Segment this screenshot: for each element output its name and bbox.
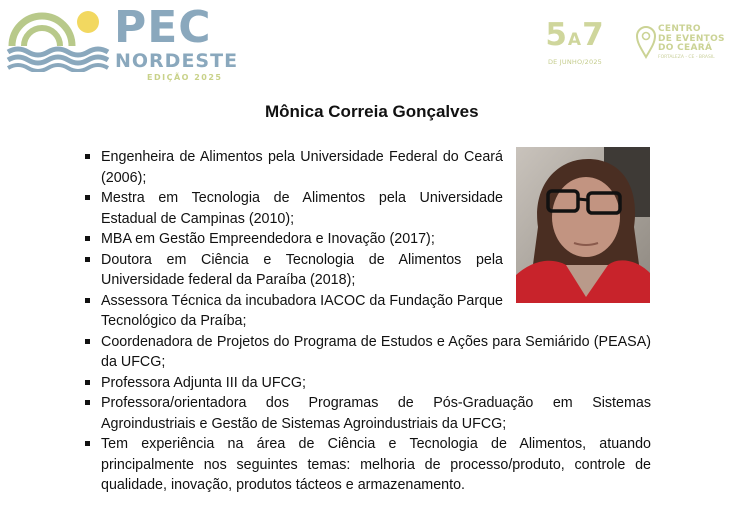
logo-subtitle: NORDESTE [115,50,239,72]
speaker-name: Mônica Correia Gonçalves [265,102,479,121]
event-venue [636,24,736,66]
date-month: DE JUNHO/2025 [547,58,603,66]
date-end: 7 [582,17,605,53]
location-pin-icon [636,25,656,59]
list-item: Professora/orientadora dos Programas de Pós-Graduação em Sistemas Agroindustriais e Gestão de Sistemas Agroindustriais da UFCG; [84,393,651,434]
list-item: Professora Adjunta III da UFCG; [84,373,651,394]
venue-line-2: DE EVENTOS [658,33,725,44]
list-item: MBA em Gestão Empreendedora e Inovação (2017); [84,229,503,250]
logo-edition: EDIÇÃO 2025 [147,73,223,82]
date-connector: A [567,30,583,50]
list-item: Coordenadora de Projetos do Programa de Estudos e Ações para Semiárido (PEASA) da UFCG; [84,332,651,373]
list-item: Engenheira de Alimentos pela Universidade Federal do Ceará (2006); [84,147,503,188]
event-date [540,18,610,66]
list-item: Assessora Técnica da incubadora IACOC da Fundação Parque Tecnológico da Praíba; [84,291,503,332]
list-item: Tem experiência na área de Ciência e Tecnologia de Alimentos, atuando principalmente nos seguintes temas: melhoria de processo/produto, controle de qualidade, inovação, produtos tácteos e armazenamento. [84,434,651,496]
credentials-list [84,147,651,496]
list-item: Doutora em Ciência e Tecnologia de Alimentos pela Universidade federal da Paraíba (2018); [84,250,503,291]
logo-title: PEC [114,2,212,53]
sun-waves-icon [6,8,110,72]
date-range [540,18,610,57]
venue-line-1: CENTRO [658,24,701,34]
date-start: 5 [545,17,568,53]
venue-name [658,25,725,54]
venue-line-3: DO CEARÁ [658,43,713,53]
event-logo [6,2,239,86]
venue-city: FORTALEZA - CE - BRASIL [658,55,715,60]
list-item: Mestra em Tecnologia de Alimentos pela Universidade Estadual de Campinas (2010); [84,188,503,229]
